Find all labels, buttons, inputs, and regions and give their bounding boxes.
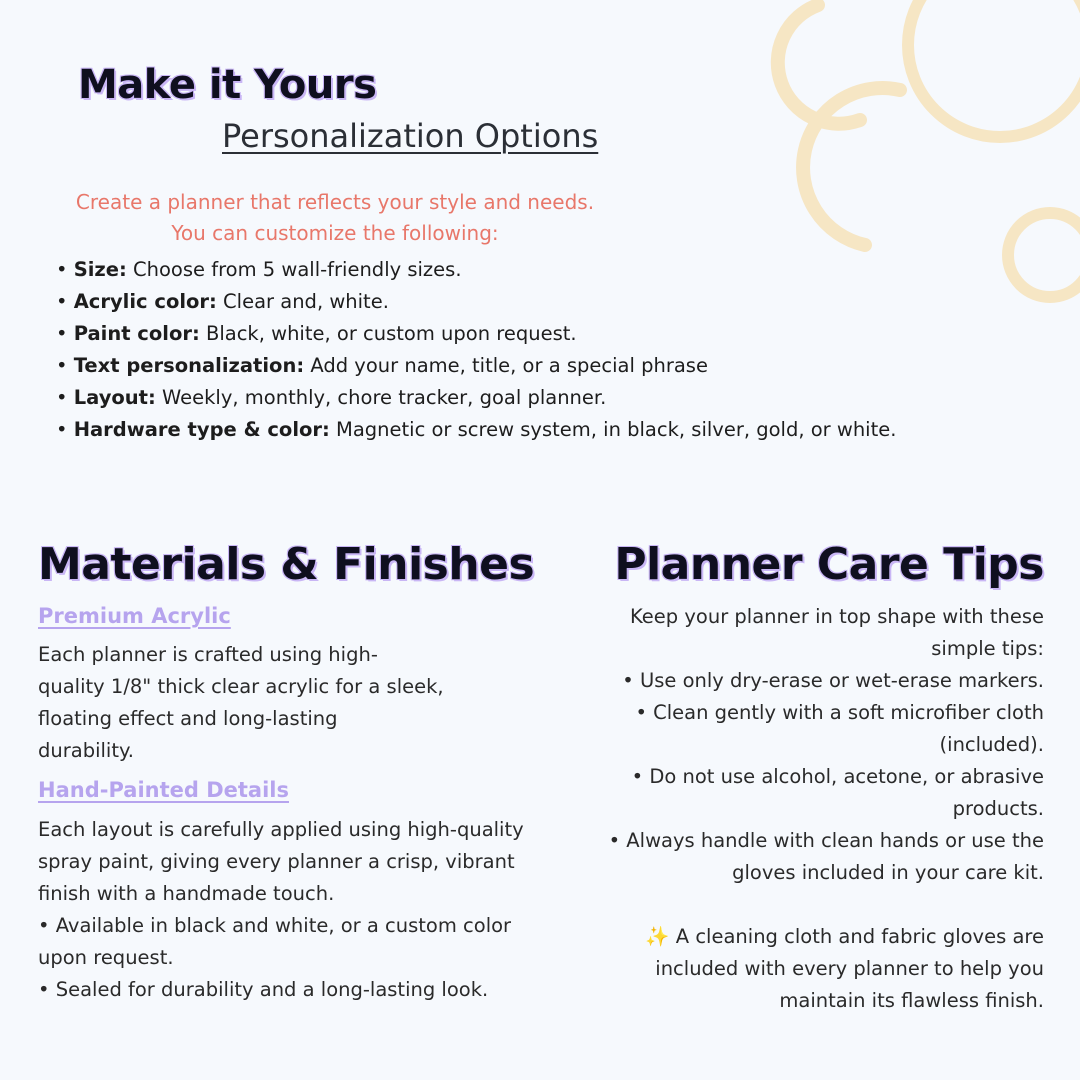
text-line: floating effect and long-lasting bbox=[38, 707, 338, 730]
personalization-options-list bbox=[56, 254, 896, 446]
text-line: simple tips: bbox=[931, 637, 1044, 660]
option-text: Choose from 5 wall-friendly sizes. bbox=[126, 258, 462, 281]
text-line: maintain its flawless finish. bbox=[779, 989, 1044, 1012]
option-label: Acrylic color: bbox=[73, 290, 217, 313]
option-label: Paint color: bbox=[73, 322, 200, 345]
text-line: Keep your planner in top shape with these bbox=[629, 605, 1044, 628]
text-line: gloves included in your care kit. bbox=[732, 861, 1044, 884]
care-kit-note bbox=[614, 921, 1044, 1017]
text-line: • Do not use alcohol, acetone, or abrasive bbox=[631, 765, 1044, 788]
text-line: • Clean gently with a soft microfiber cloth bbox=[635, 701, 1044, 724]
text-line: quality 1/8" thick clear acrylic for a sleek, bbox=[38, 675, 444, 698]
intro-line-2: You can customize the following: bbox=[171, 221, 499, 245]
text-line: Each planner is crafted using high- bbox=[38, 643, 378, 666]
option-text: Add your name, title, or a special phrase bbox=[304, 354, 708, 377]
page-title: Make it Yours bbox=[78, 62, 377, 108]
text-line: spray paint, giving every planner a crisp, vibrant bbox=[38, 850, 515, 873]
intro-line-1: Create a planner that reflects your style and needs. bbox=[75, 190, 595, 214]
text-line: products. bbox=[952, 797, 1044, 820]
text-line: • Use only dry-erase or wet-erase markers. bbox=[622, 669, 1044, 692]
text-line: included with every planner to help you bbox=[655, 957, 1044, 980]
ring-large bbox=[908, 0, 1080, 137]
text-line: • Available in black and white, or a custom color bbox=[38, 914, 512, 937]
option-text-personalization: • Text personalization: Add your name, title, or a special phrase bbox=[56, 354, 708, 377]
ring-arc-middle bbox=[803, 88, 900, 245]
option-acrylic-color: • Acrylic color: Clear and, white. bbox=[56, 290, 389, 313]
hand-painted-description bbox=[38, 814, 538, 1006]
ring-small-right bbox=[1008, 213, 1080, 297]
page-subtitle: Personalization Options bbox=[222, 117, 599, 155]
premium-acrylic-heading: Premium Acrylic bbox=[38, 604, 231, 628]
option-hardware: • Hardware type & color: Magnetic or screw system, in black, silver, gold, or white. bbox=[56, 418, 897, 441]
option-size: • Size: Choose from 5 wall-friendly sizes. bbox=[56, 258, 462, 281]
option-text: Weekly, monthly, chore tracker, goal planner. bbox=[155, 386, 607, 409]
option-text: Magnetic or screw system, in black, silver, gold, or white. bbox=[329, 418, 897, 441]
ring-arc-small-top bbox=[778, 5, 860, 124]
text-line: finish with a handmade touch. bbox=[38, 882, 335, 905]
hand-painted-heading: Hand-Painted Details bbox=[38, 778, 289, 802]
option-text: Clear and, white. bbox=[216, 290, 389, 313]
option-layout: • Layout: Weekly, monthly, chore tracker, goal planner. bbox=[56, 386, 607, 409]
text-line: durability. bbox=[38, 739, 134, 762]
text-line: • Sealed for durability and a long-lasting look. bbox=[38, 978, 489, 1001]
text-line: (included). bbox=[939, 733, 1044, 756]
option-label: Text personalization: bbox=[73, 354, 305, 377]
option-label: Hardware type & color: bbox=[73, 418, 330, 441]
premium-acrylic-description bbox=[38, 639, 448, 767]
option-text: Black, white, or custom upon request. bbox=[199, 322, 577, 345]
option-label: Size: bbox=[73, 258, 127, 281]
care-tips-list bbox=[594, 601, 1044, 889]
text-line: • Always handle with clean hands or use the bbox=[608, 829, 1044, 852]
option-label: Layout: bbox=[73, 386, 156, 409]
care-section-title: Planner Care Tips bbox=[614, 539, 1044, 590]
text-line: ✨ A cleaning cloth and fabric gloves are bbox=[645, 925, 1044, 948]
text-line: Each layout is carefully applied using high-quality bbox=[38, 818, 524, 841]
option-paint-color: • Paint color: Black, white, or custom upon request. bbox=[56, 322, 577, 345]
text-line: upon request. bbox=[38, 946, 174, 969]
materials-section-title: Materials & Finishes bbox=[38, 539, 535, 590]
